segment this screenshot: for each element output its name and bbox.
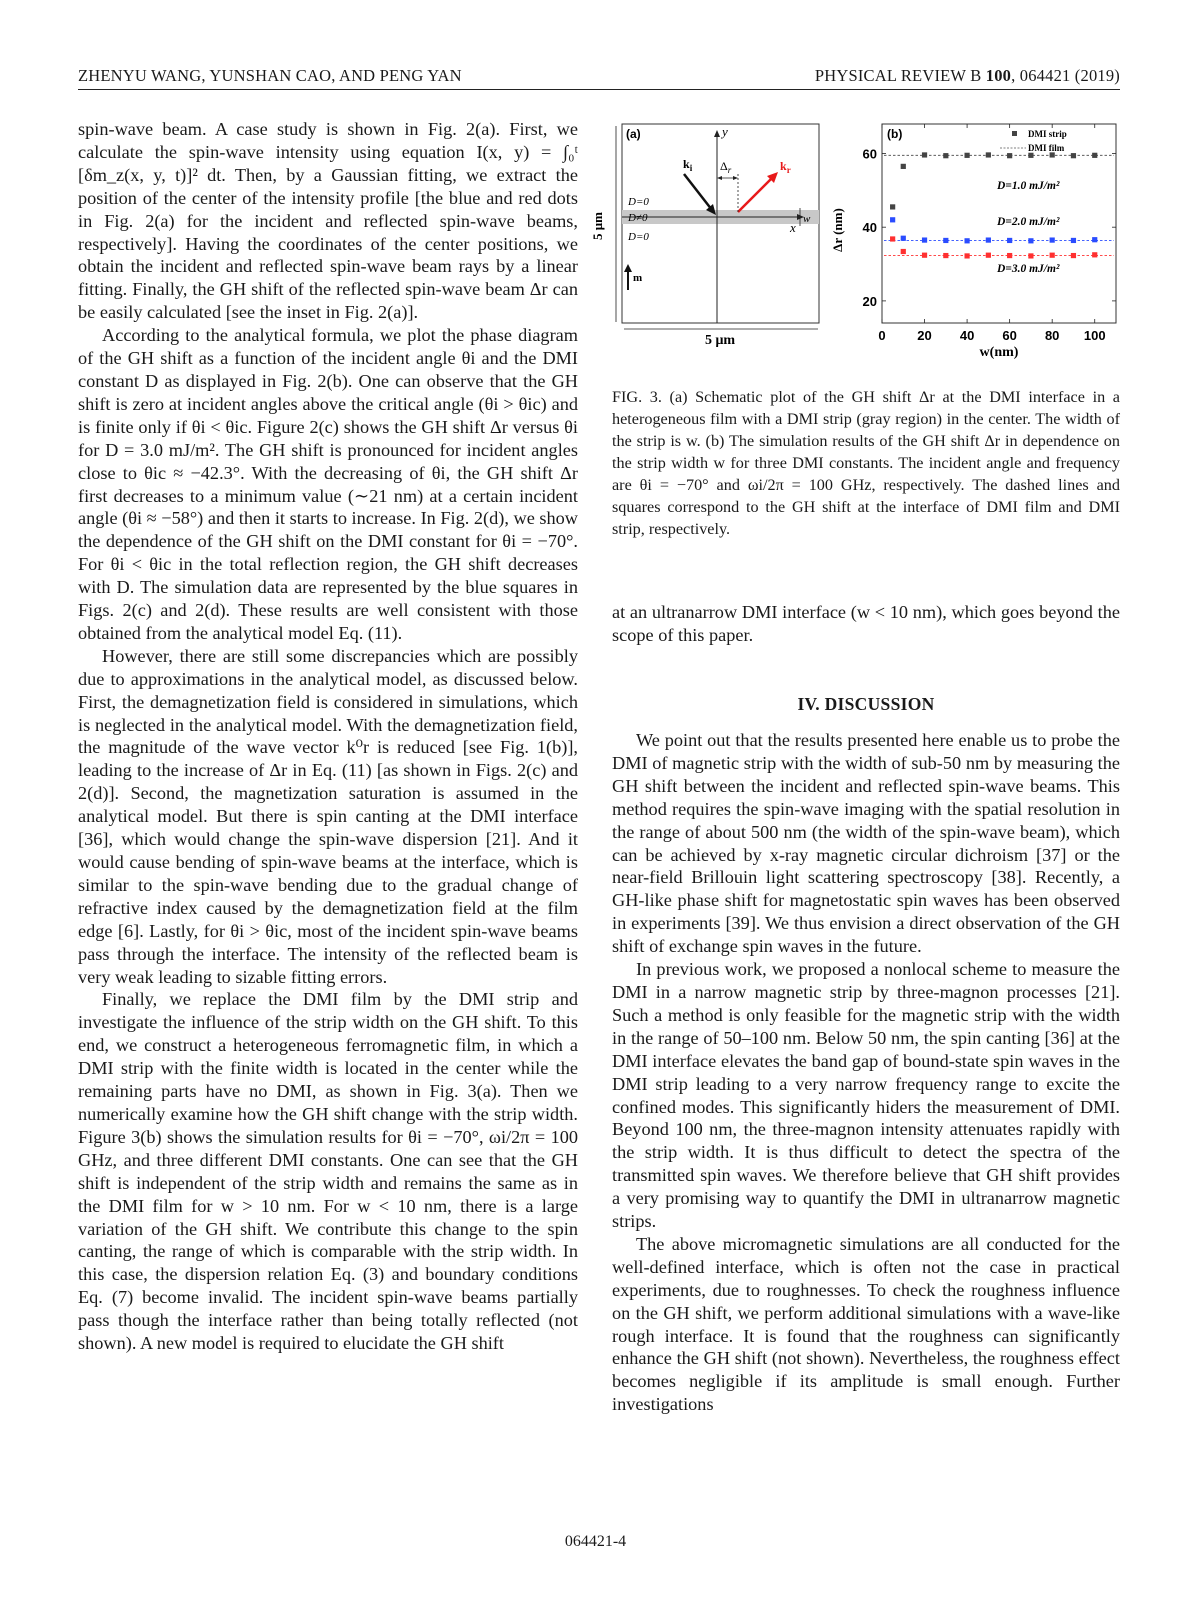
- paragraph: According to the analytical formula, we plot the phase diagram of the GH shift as a function of the incident angle θi and the DMI constant D as displayed in Fig. 2(b). One can observe that the GH shift is zero at incident angles above the critical angle (θi > θic) and is finite only if θi < θic. Figure 2(c) shows the GH shift Δr versus θi for D = 3.0 mJ/m². The GH shift is pronounced for incident angles close to θic ≈ −42.3°. With the decreasing of θi, the GH shift Δr first decreases to a minimum value (∼21 nm) at a certain incident angle (θi ≈ −58°) and then it starts to increase. In Fig. 2(d), we show the dependence of the GH shift on the DMI constant for θi = −70°. For θi < θic in the total reflection region, the GH shift decreases with D. The simulation data are represented by the blue squares in Figs. 2(c) and 2(d). These results are well consistent with those obtained from the analytical model Eq. (11).: [78, 325, 578, 643]
- data-point-series-1: [890, 204, 895, 209]
- ki-label: $k_i$: [683, 157, 693, 173]
- side-length-label: 5 μm: [590, 212, 605, 240]
- panel-b-label: (b): [887, 127, 903, 141]
- kr-label: $k_r$: [780, 159, 791, 175]
- data-point-series-1: [943, 153, 948, 158]
- journal-article: , 064421 (2019): [1011, 66, 1120, 85]
- figure-3: [590, 118, 1120, 373]
- y-axis-title: Δr (nm): [830, 208, 845, 252]
- label-d3: D=3.0 mJ/m²: [997, 263, 1060, 275]
- data-point-series-3: [1050, 253, 1055, 258]
- data-point-series-1: [986, 152, 991, 157]
- legend-film-label: DMI film: [1028, 143, 1065, 153]
- figure-3-svg: [590, 118, 1120, 373]
- header-authors: ZHENYU WANG, YUNSHAN CAO, AND PENG YAN: [78, 66, 462, 85]
- figure-caption: FIG. 3. (a) Schematic plot of the GH shift Δr at the DMI interface in a heterogeneous film with a DMI strip (gray region) in the center. The width of the strip is w. (b) The simulation results of the GH shift Δr in dependence on the strip width w for three DMI constants. The incident angle and frequency are θi = −70° and ωi/2π = 100 GHz, respectively. The dashed lines and squares correspond to the GH shift at the interface of DMI film and DMI strip, respectively.: [612, 388, 1120, 538]
- data-point-series-3: [964, 253, 969, 258]
- x-tick-label: 0: [878, 328, 886, 343]
- journal-name: PHYSICAL REVIEW B: [814, 66, 986, 85]
- data-point-series-2: [1007, 238, 1012, 243]
- x-tick-label: 100: [1083, 328, 1106, 343]
- x-tick-label: 60: [1002, 328, 1017, 343]
- data-point-series-1: [1028, 153, 1033, 158]
- data-point-series-2: [922, 237, 927, 242]
- data-point-series-1: [1092, 153, 1097, 158]
- legend-strip-marker: [1012, 131, 1017, 136]
- data-point-series-2: [1071, 238, 1076, 243]
- paragraph: The above micromagnetic simulations are all conducted for the well-defined interface, which is often not the case in practical experiments, due to roughnesses. To check the roughness influence on the GH shift, we perform additional simulations with a wave-like rough interface. It is found that the roughness can significantly enhance the GH shift (not shown). Nevertheless, the roughness effect becomes negligible if its amplitude is small enough. Further investigations: [612, 1233, 1120, 1415]
- data-point-series-1: [1071, 153, 1076, 158]
- data-point-series-1: [1050, 152, 1055, 157]
- axis-x-label: x: [790, 220, 796, 235]
- legend-strip-label: DMI strip: [1028, 129, 1067, 139]
- data-point-series-2: [986, 237, 991, 242]
- region-bot-label: D=0: [628, 231, 649, 243]
- data-point-series-1: [1007, 153, 1012, 158]
- data-point-series-3: [943, 253, 948, 258]
- data-point-series-1: [901, 164, 906, 169]
- data-point-series-2: [1028, 238, 1033, 243]
- header-journal: [815, 66, 1120, 86]
- paragraph: However, there are still some discrepancies which are possibly due to approximations in the analytical model, as discussed below. First, the demagnetization field is considered in simulations, which is neglected in the analytical model. With the demagnetization field, the magnitude of the wave vector k⁰r is reduced [see Fig. 1(b)], leading to the increase of Δr in Eq. (11) [as shown in Figs. 2(c) and 2(d)]. Second, the magnetization saturation is assumed in the analytical model. But there is spin canting at the DMI interface [36], which would change the spin-wave dispersion [21]. And it would cause bending of spin-wave beams at the interface, which is similar to the spin-wave bending due to the gradual change of refractive index caused by the demagnetization field at the film edge [6]. Lastly, for θi > θic, most of the incident spin-wave beams pass through the interface. The intensity of the reflected beam is very weak leading to sizable fitting errors.: [78, 645, 578, 987]
- running-header: [78, 66, 1120, 90]
- data-point-series-3: [922, 253, 927, 258]
- data-point-series-2: [1050, 237, 1055, 242]
- region-top-label: D=0: [628, 196, 649, 208]
- data-point-series-2: [943, 238, 948, 243]
- data-point-series-3: [986, 253, 991, 258]
- data-point-series-3: [1092, 252, 1097, 257]
- section-title: IV. DISCUSSION: [797, 694, 935, 714]
- data-point-series-3: [1007, 253, 1012, 258]
- data-point-series-1: [922, 152, 927, 157]
- region-mid-label: D≠0: [628, 212, 648, 224]
- x-tick-label: 40: [959, 328, 975, 343]
- data-point-series-2: [964, 238, 969, 243]
- x-axis-title: w(nm): [979, 345, 1019, 360]
- width-label: w: [803, 213, 811, 225]
- paragraph: We point out that the results presented here enable us to probe the DMI of magnetic strip with the width of sub-50 nm by measuring the GH shift between the incident and reflected spin-wave beams. This method requires the spin-wave imaging with the spatial resolution in the range of about 500 nm (the width of the spin-wave beam), which can be achieved by x-ray magnetic circular dichroism [37] or the near-field Brillouin light scattering spectroscopy [38]. Recently, a GH-like phase shift for magnetostatic spin waves has been observed in experiments [39]. We thus envision a direct observation of the GH shift of exchange spin waves in the future.: [612, 730, 1120, 957]
- journal-volume: 100: [985, 66, 1012, 85]
- data-point-series-3: [1071, 253, 1076, 258]
- right-column-body: [612, 729, 1120, 1416]
- m-label: m: [633, 272, 643, 284]
- paragraph: Finally, we replace the DMI film by the DMI strip and investigate the influence of the strip width on the GH shift. To this end, we construct a heterogeneous ferromagnetic film, in which a DMI strip with the finite width is located in the center while the remaining parts have no DMI, as shown in Fig. 3(a). Then we numerically examine how the GH shift change with the strip width. Figure 3(b) shows the simulation results for θi = −70°, ωi/2π = 100 GHz, and three different DMI constants. One can see that the GH shift is independent of the strip width and remains the same as in the DMI film for w > 10 nm. For w < 10 nm, there is a large variation of the GH shift. We contribute this change to the spin canting, the range of which is comparable with the strip width. In this case, the dispersion relation Eq. (3) and boundary conditions Eq. (7) become invalid. The incident spin-wave beams partially pass though the interface rather than being totally reflected (not shown). A new model is required to elucidate the GH shift: [78, 989, 578, 1354]
- page-number: 064421-4: [564, 1533, 627, 1550]
- axis-y-label: y: [722, 124, 728, 139]
- paragraph: spin-wave beam. A case study is shown in Fig. 2(a). First, we calculate the spin-wave intensity using equation I(x, y) = ∫₀ᵗ [δm_z(x, y, t)]² dt. Then, by a Gaussian fitting, we extract the position of the center of the intensity profile [the blue and red dots in Fig. 2(a) for the incident and reflected spin-wave beams, respectively]. Having the coordinates of the center positions, we obtain the incident and reflected spin-wave beam rays by a linear fitting. Finally, the GH shift of the reflected spin-wave beam Δr can be easily calculated [see the inset in Fig. 2(a)].: [78, 119, 578, 323]
- y-tick-label: 40: [862, 220, 877, 236]
- data-point-series-3: [890, 236, 895, 241]
- data-point-series-2: [1092, 237, 1097, 242]
- paragraph: at an ultranarrow DMI interface (w < 10 nm), which goes beyond the scope of this paper.: [612, 602, 1120, 645]
- label-d2: D=2.0 mJ/m²: [997, 216, 1060, 228]
- panel-b: [830, 124, 1116, 360]
- y-tick-label: 60: [862, 146, 877, 162]
- x-tick-label: 80: [1044, 328, 1060, 343]
- data-point-series-3: [901, 249, 906, 254]
- panel-a-label: (a): [626, 127, 641, 141]
- data-point-series-2: [890, 217, 895, 222]
- data-point-series-3: [1028, 253, 1033, 258]
- bottom-length-label: 5 μm: [704, 333, 736, 348]
- plot-area: [863, 124, 1116, 343]
- panel-a: [590, 124, 819, 348]
- paragraph: In previous work, we proposed a nonlocal scheme to measure the DMI in a narrow magnetic strip by three-magnon processes [21]. Such a method is only feasible for the magnetic strip with the width in the range of 50–100 nm. Below 50 nm, the spin canting [36] at the DMI interface elevates the band gap of bound-state spin waves in the DMI strip leading to a very narrow frequency range to excite the confined modes. This significantly hiders the measurement of DMI. Beyond 100 nm, the three-magnon intensity attenuates rapidly with the strip width. It is thus difficult to detect the spectra of the transmitted spin waves. We therefore believe that GH shift provides a very promising way to quantify the DMI in ultranarrow magnetic strips.: [612, 959, 1120, 1232]
- x-tick-label: 20: [917, 328, 932, 343]
- label-d1: D=1.0 mJ/m²: [997, 180, 1060, 192]
- left-column: [78, 118, 578, 1355]
- data-point-series-2: [901, 236, 906, 241]
- y-tick-label: 20: [862, 293, 877, 309]
- data-point-series-1: [964, 153, 969, 158]
- delta-r-label: $\Delta_r$: [720, 159, 732, 175]
